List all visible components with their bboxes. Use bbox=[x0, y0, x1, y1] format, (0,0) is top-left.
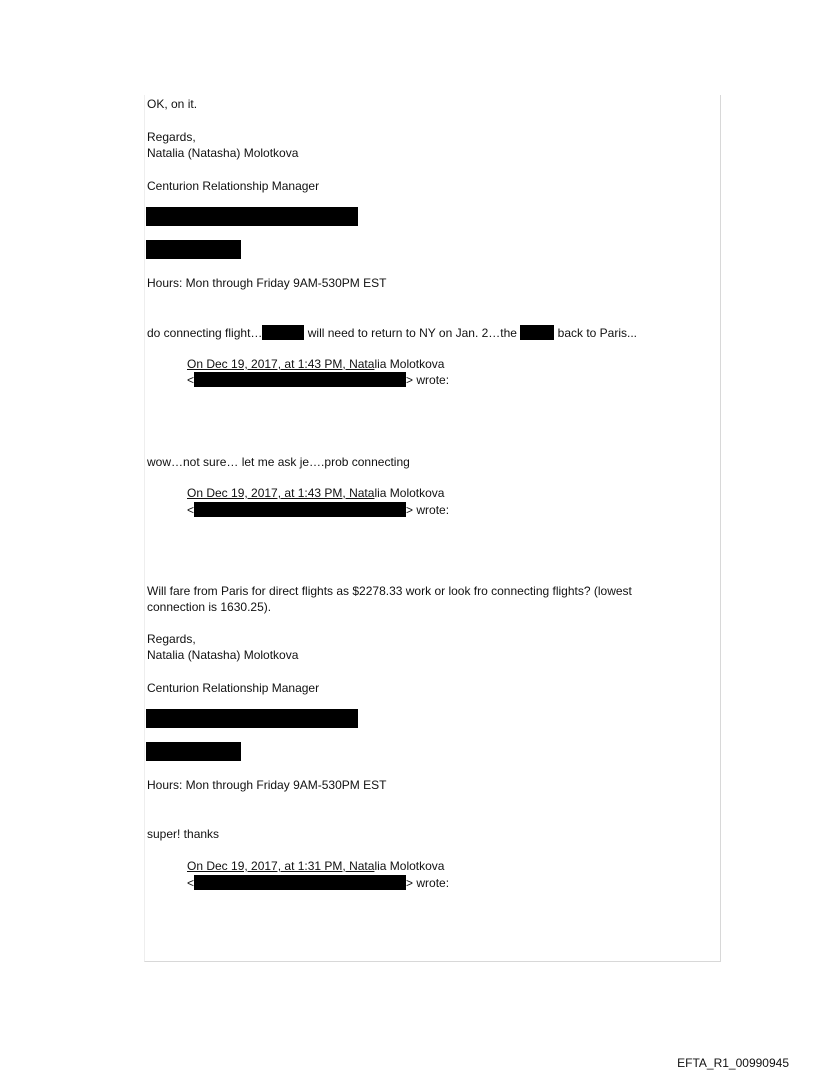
signature-name: Natalia (Natasha) Molotkova bbox=[147, 648, 299, 662]
redaction-block bbox=[194, 372, 406, 387]
signature-title: Centurion Relationship Manager bbox=[147, 681, 320, 695]
message-text: back to Paris... bbox=[554, 326, 638, 340]
quote-wrote: > wrote: bbox=[406, 373, 450, 387]
redaction-block bbox=[146, 709, 358, 728]
quote-wrote: > wrote: bbox=[406, 503, 450, 517]
quote-sender: lia Molotkova bbox=[374, 357, 445, 371]
quote-header bbox=[187, 486, 444, 500]
quote-wrote: > wrote: bbox=[406, 876, 450, 890]
signature-hours: Hours: Mon through Friday 9AM-530PM EST bbox=[147, 778, 387, 792]
signature-hours: Hours: Mon through Friday 9AM-530PM EST bbox=[147, 276, 387, 290]
redaction-block bbox=[520, 325, 554, 340]
signature-name: Natalia (Natasha) Molotkova bbox=[147, 146, 299, 160]
message-body: wow…not sure… let me ask je….prob connecting bbox=[147, 455, 410, 469]
message-body-line: Will fare from Paris for direct flights as $2278.33 work or look fro connecting flights? (lowest bbox=[147, 584, 632, 598]
message-body: super! thanks bbox=[147, 827, 220, 841]
message-text: will need to return to NY on Jan. 2…the bbox=[304, 326, 521, 340]
quote-lt: < bbox=[187, 503, 195, 517]
quote-sender: lia Molotkova bbox=[374, 486, 445, 500]
redaction-block bbox=[146, 207, 358, 226]
redaction-block bbox=[146, 742, 241, 761]
quote-email-line bbox=[187, 372, 449, 387]
quote-sender: lia Molotkova bbox=[374, 859, 445, 873]
signature-title: Centurion Relationship Manager bbox=[147, 179, 320, 193]
redaction-block bbox=[262, 325, 304, 340]
message-body: OK, on it. bbox=[147, 97, 198, 111]
signature-regards: Regards, bbox=[147, 632, 196, 646]
quote-header bbox=[187, 859, 444, 873]
quote-lt: < bbox=[187, 373, 195, 387]
quote-date-link[interactable]: On Dec 19, 2017, at 1:43 PM, Nata bbox=[187, 486, 375, 500]
signature-regards: Regards, bbox=[147, 130, 196, 144]
redaction-block bbox=[194, 502, 406, 517]
quote-email-line bbox=[187, 502, 449, 517]
quote-email-line bbox=[187, 875, 449, 890]
message-text: do connecting flight… bbox=[147, 326, 263, 340]
document-id: EFTA_R1_00990945 bbox=[677, 1056, 789, 1070]
quote-header bbox=[187, 357, 444, 371]
quote-date-link[interactable]: On Dec 19, 2017, at 1:43 PM, Nata bbox=[187, 357, 375, 371]
redaction-block bbox=[146, 240, 241, 259]
message-body bbox=[147, 325, 637, 340]
redaction-block bbox=[194, 875, 406, 890]
message-body-line: connection is 1630.25). bbox=[147, 600, 272, 614]
quote-lt: < bbox=[187, 876, 195, 890]
quote-date-link[interactable]: On Dec 19, 2017, at 1:31 PM, Nata bbox=[187, 859, 375, 873]
